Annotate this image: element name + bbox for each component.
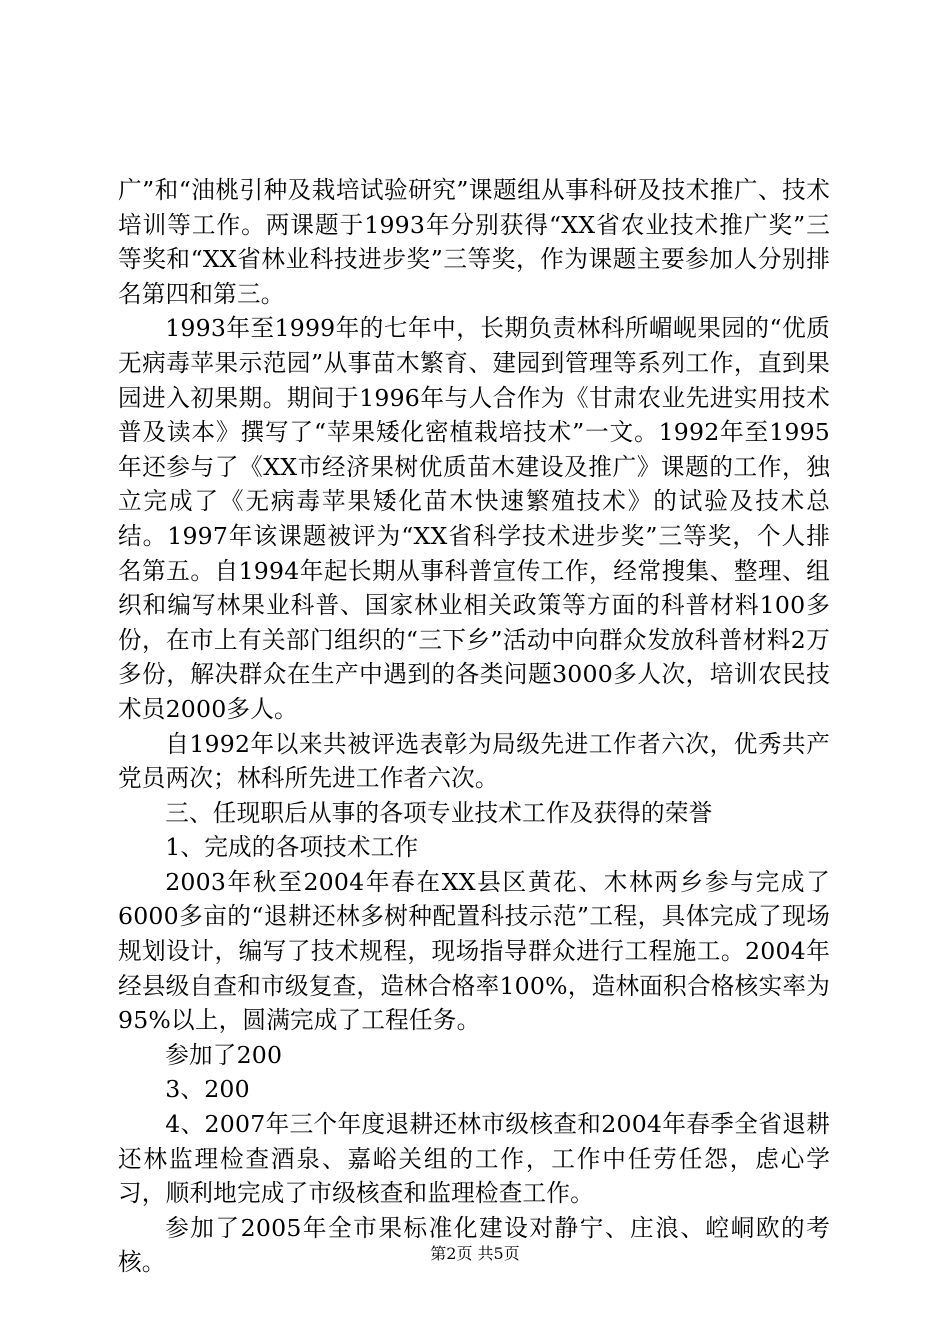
paragraph-1: 广”和“油桃引种及栽培试验研究”课题组从事科研及技术推广、技术培训等工作。两课题于1993年分别获得“XX省农业技术推广奖”三等奖和“XX省林业科技进步奖”三等奖，作为课题主要参加人分别排名第四和第三。	[118, 176, 830, 308]
page-number: 第2页 共5页	[430, 1244, 520, 1263]
paragraph-8: 3、200	[165, 1075, 250, 1104]
paragraph-2: 1993年至1999年的七年中，长期负责林科所嵋岘果园的“优质无病毒苹果示范园”从事苗木繁育、建园到管理等系列工作，直到果园进入初果期。期间于1996年与人合作为《甘肃农业先进实用技术普及读本》撰写了“苹果矮化密植栽培技术”一文。1992年至1995年还参与了《XX市经济果树优质苗木建设及推广》课题的工作，独立完成了《无病毒苹果矮化苗木快速繁殖技术》的试验及技术总结。1997年该课题被评为“XX省科学技术进步奖”三等奖，个人排名第五。自1994年起长期从事科普宣传工作，经常搜集、整理、组织和编写林果业科普、国家林业相关政策等方面的科普材料100多份，在市上有关部门组织的“三下乡”活动中向群众发放科普材料2万多份，解决群众在生产中遇到的各类问题3000多人次，培训农民技术员2000多人。	[118, 314, 830, 723]
subheading-1: 1、完成的各项技术工作	[165, 833, 419, 862]
paragraph-9: 4、2007年三个年度退耕还林市级核查和2004年春季全省退耕还林监理检查酒泉、嘉峪关组的工作，工作中任劳任怨，虑心学习，顺利地完成了市级核查和监理检查工作。	[118, 1110, 830, 1208]
paragraph-6: 2003年秋至2004年春在XX县区黄花、木林两乡参与完成了6000多亩的“退耕还林多树种配置科技示范”工程，具体完成了现场规划设计，编写了技术规程，现场指导群众进行工程施工。2004年经县级自查和市级复查，造林合格率100%，造林面积合格核实率为95%以上，圆满完成了工程任务。	[118, 867, 830, 1035]
section-heading-3: 三、任现职后从事的各项专业技术工作及获得的荣誉	[165, 798, 713, 827]
paragraph-7: 参加了200	[165, 1040, 283, 1069]
page-footer	[0, 1244, 950, 1264]
document-body	[118, 173, 830, 1280]
paragraph-10: 参加了2005年全市果标准化建设对静宁、庄浪、崆峒欧的考核。	[118, 1213, 830, 1277]
paragraph-3: 自1992年以来共被评选表彰为局级先进工作者六次，优秀共产党员两次；林科所先进工作者六次。	[118, 729, 830, 793]
